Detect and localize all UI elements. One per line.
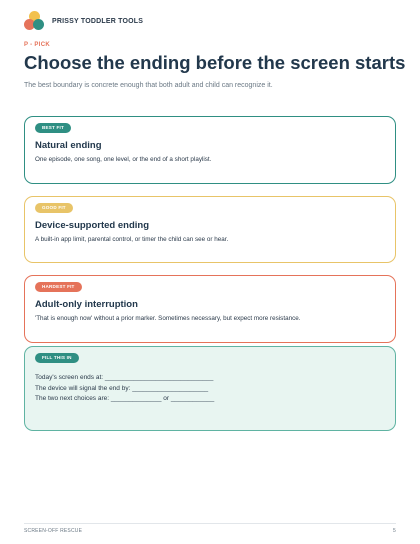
logo-dot-teal — [33, 19, 44, 30]
footer-title: SCREEN-OFF RESCUE — [24, 528, 83, 534]
badge-hardest-fit: HARDEST FIT — [35, 282, 82, 292]
brand-name: PRISSY TODDLER TOOLS — [52, 17, 144, 25]
card-description: 'That is enough now' without a prior marker. Sometimes necessary, but expect more resistance. — [35, 315, 301, 322]
card-title: Device-supported ending — [35, 220, 150, 231]
page-footer — [24, 523, 396, 534]
card-title: Adult-only interruption — [35, 299, 138, 310]
card-hardest-fit — [24, 275, 396, 343]
badge-fill-in: FILL THIS IN — [35, 353, 79, 363]
card-description: A built-in app limit, parental control, or timer the child can see or hear. — [35, 236, 229, 243]
page-title: Choose the ending before the screen starts — [24, 52, 406, 73]
fill-in-line-next-choices[interactable]: The two next choices are: ______________ or ____________ — [35, 395, 215, 402]
fill-in-line-signal[interactable]: The device will signal the end by: _____________________ — [35, 384, 209, 392]
section-eyebrow: P - PICK — [24, 42, 50, 48]
badge-best-fit: BEST FIT — [35, 123, 71, 133]
intro-text: The best boundary is concrete enough that both adult and child can recognize it. — [24, 82, 273, 89]
card-best-fit — [24, 116, 396, 184]
fill-in-lines — [35, 373, 214, 405]
badge-good-fit: GOOD FIT — [35, 203, 73, 213]
page-number: 5 — [393, 528, 396, 534]
fill-in-card — [24, 346, 396, 431]
card-description: One episode, one song, one level, or the end of a short playlist. — [35, 156, 212, 163]
fill-in-line-end-time[interactable]: Today's screen ends at: ______________________________ — [35, 374, 214, 381]
brand-logo-icon — [24, 11, 44, 31]
card-title: Natural ending — [35, 140, 102, 151]
card-good-fit — [24, 196, 396, 263]
brand-header — [24, 10, 143, 32]
